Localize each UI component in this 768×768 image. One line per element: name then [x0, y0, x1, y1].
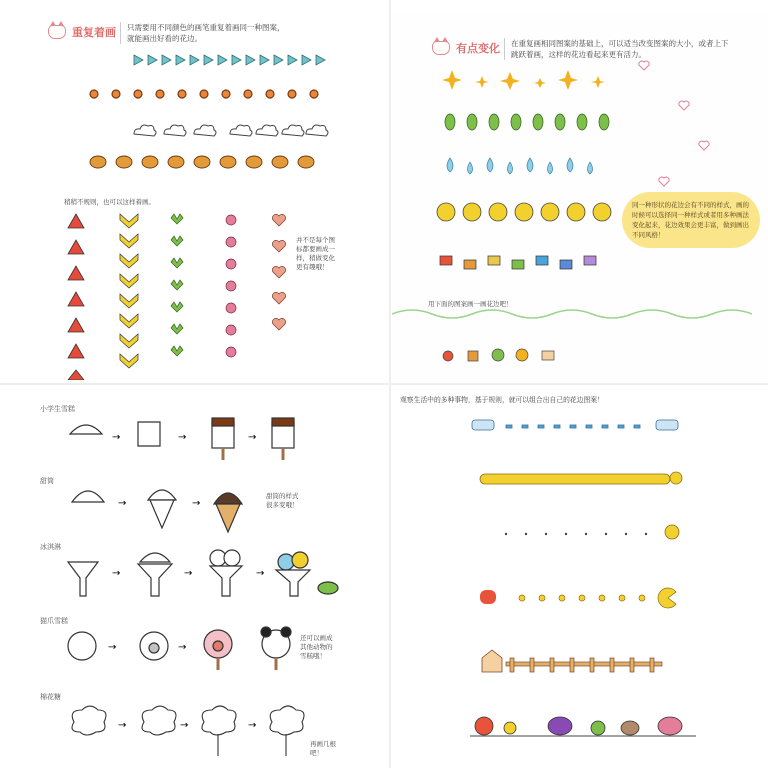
panel2-title: 有点变化: [456, 42, 500, 55]
svg-text:→: →: [248, 432, 257, 443]
panel-dessert-steps: [0, 386, 388, 768]
popsicle-steps: [66, 414, 336, 464]
cloud-pattern: [132, 120, 332, 140]
triangle-pattern: [132, 54, 362, 66]
giraffe-border: [476, 466, 686, 492]
leaf-row: [442, 110, 612, 134]
bird-wire-border: [470, 710, 700, 750]
cotton-candy-note: 再画几根 吧！: [310, 740, 336, 757]
panel-variation: [392, 14, 768, 382]
sundae-steps: [66, 548, 366, 606]
svg-text:→: →: [118, 498, 127, 509]
cloud-border-row: [132, 120, 332, 140]
svg-text:→: →: [112, 432, 121, 443]
cotton-candy-steps: [66, 702, 316, 760]
flag-row: [436, 254, 616, 280]
svg-text:→: →: [184, 568, 193, 579]
panel4-title: 观察生活中的多种事物，基于规则，就可以组合出自己的花边图案！: [400, 396, 604, 404]
raindrop-row: [442, 156, 612, 180]
dot-pattern: [88, 88, 358, 100]
row-label-popsicle: 小学生雪糕: [40, 405, 75, 413]
cat-icon: [48, 25, 66, 39]
svg-text:→: →: [108, 642, 117, 653]
svg-text:→: →: [112, 568, 121, 579]
row-label-cone: 甜筒: [40, 477, 54, 485]
cat-icon: [432, 41, 450, 55]
panel2-bottom-note: 用下面的图案画一画花边吧！: [428, 300, 513, 308]
svg-text:→: →: [178, 642, 187, 653]
chevron-column: [118, 212, 140, 380]
cone-steps: [66, 482, 336, 538]
watermelon-column: [66, 212, 86, 380]
panel1-title: 重复着画: [72, 26, 116, 39]
svg-text:→: →: [178, 432, 187, 443]
panel1-side-note: 并不是每个图 标都要画成一 样，稍做变化 更有趣哦！: [296, 236, 335, 271]
panel1-description: 只需要用不同颜色的画笔重复着画同一种图案， 就能画出好看的花边。: [120, 22, 285, 44]
fish-border-row: [88, 154, 318, 170]
flower-column: [222, 212, 240, 372]
row-label-paw-ice: 猫爪雪糕: [40, 617, 68, 625]
svg-text:→: →: [180, 720, 189, 731]
fish-pattern: [88, 154, 318, 170]
smiley-row: [436, 200, 616, 224]
svg-text:→: →: [118, 720, 127, 731]
vine-border: [392, 306, 768, 320]
heart-column: [270, 212, 288, 352]
chick-border: [476, 522, 686, 544]
tip-bubble: 同一种形状的花边会有不同的样式，画的时候可以选择同一种样式或者用多种画法变化起来，花边效果会更丰富，做到画出不同风格！: [622, 192, 760, 248]
panel2-description: 在重复画相同图案的基础上，可以适当改变图案的大小，或者上下 跳跃着画，这样的花边看起来更有活力。: [504, 38, 729, 60]
sample-icons-row: [442, 346, 602, 366]
car-border: [470, 414, 690, 436]
dot-border-row: [88, 88, 358, 100]
row-label-cotton-candy: 棉花糖: [40, 693, 61, 701]
row-label-sundae: 冰淇淋: [40, 543, 61, 551]
paw-ice-note: 还可以画成 其他动物的 雪糕哦！: [300, 634, 333, 660]
heart-variation-column: [624, 56, 734, 192]
svg-text:→: →: [248, 720, 257, 731]
sprout-column: [168, 212, 186, 372]
svg-text:→: →: [192, 498, 201, 509]
panel-repeat-drawing: [0, 0, 388, 382]
triangle-border-row: [132, 54, 362, 66]
panel1-note: 稍稍不规则，也可以这样着画。: [64, 198, 155, 206]
cone-note: 甜筒的样式 很多变哦！: [266, 492, 299, 509]
sparkle-row: [442, 68, 612, 98]
panel1-header: [48, 24, 116, 40]
fence-border: [476, 648, 686, 678]
panel2-header: [432, 40, 500, 56]
pacman-border: [476, 584, 686, 610]
paw-ice-steps: [66, 624, 296, 672]
panel-combined-borders: [392, 386, 768, 768]
svg-text:→: →: [256, 568, 265, 579]
page-divider-horizontal: [0, 383, 768, 385]
